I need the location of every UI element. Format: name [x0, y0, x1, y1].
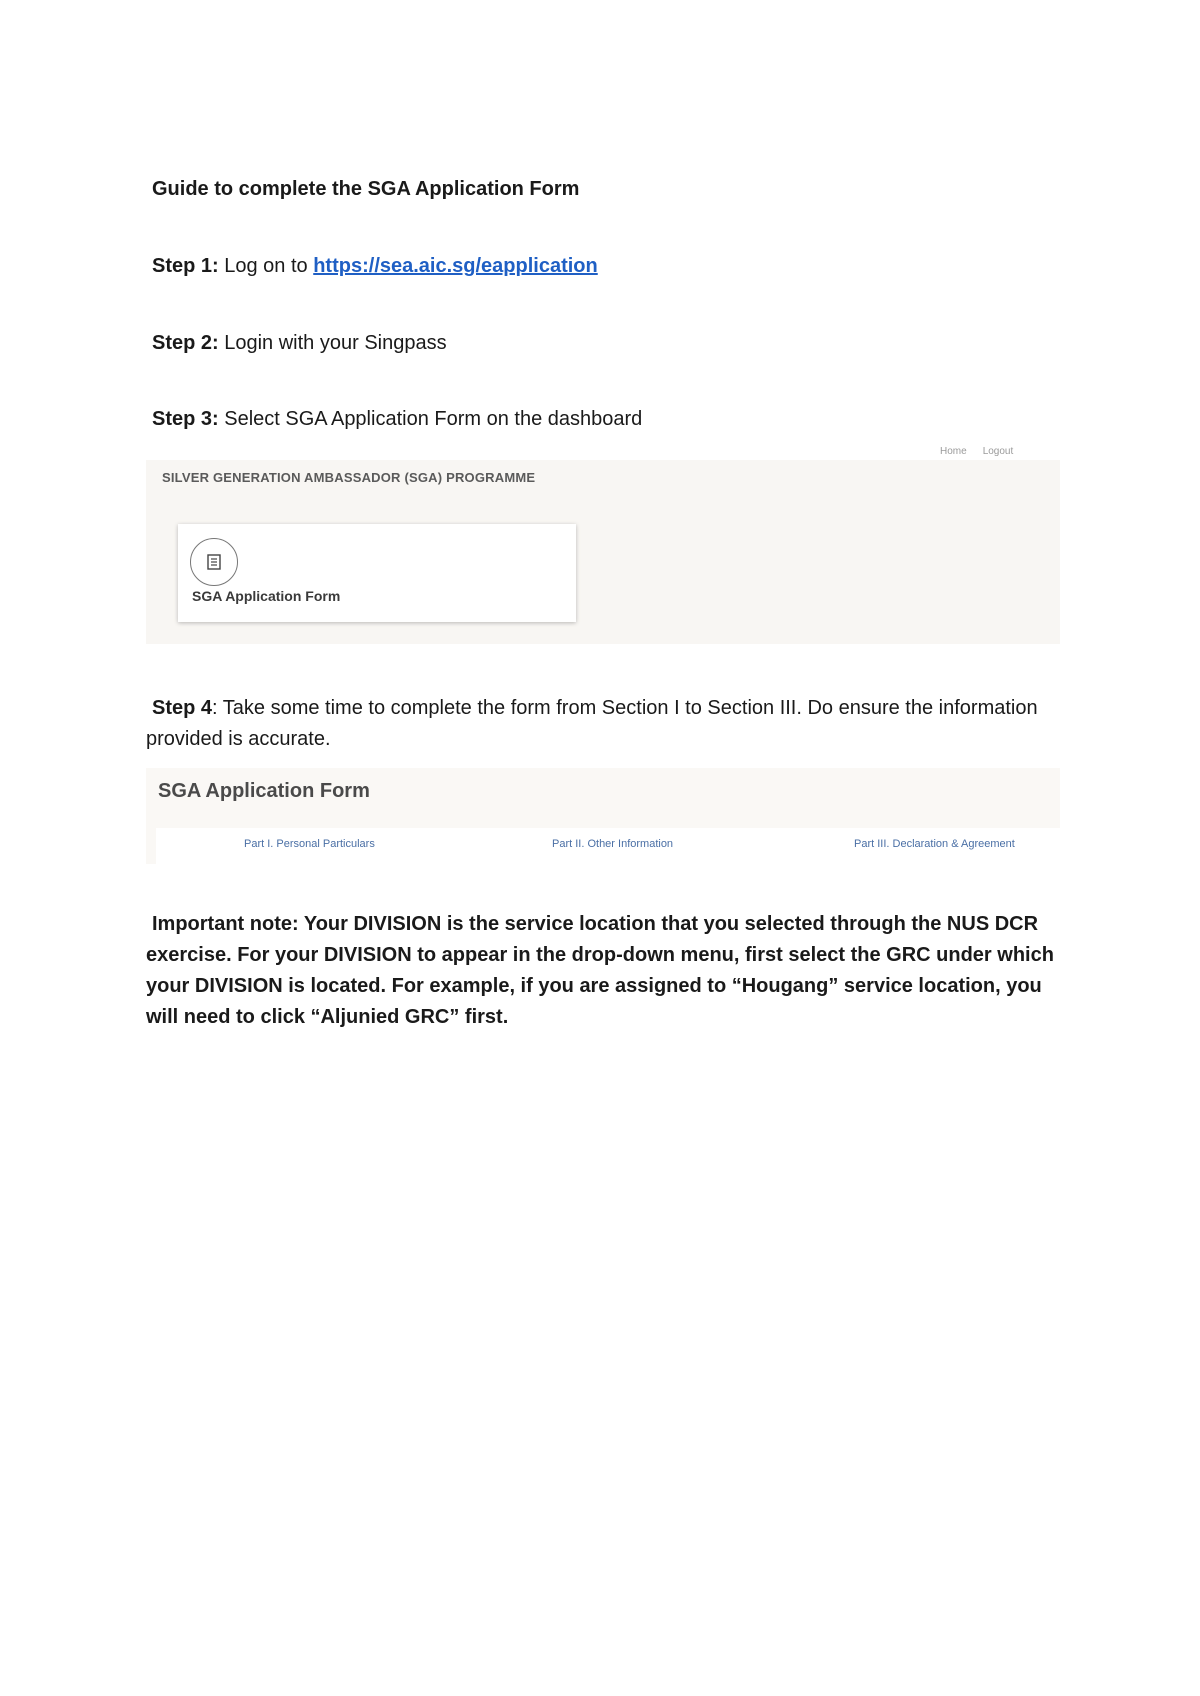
programme-heading: SILVER GENERATION AMBASSADOR (SGA) PROGRAMME	[162, 470, 536, 485]
sga-application-form-card[interactable]	[178, 524, 576, 622]
document-icon	[190, 538, 238, 586]
tab-other-information[interactable]: Part II. Other Information	[552, 838, 674, 850]
step-2	[152, 328, 447, 358]
nav-home-link[interactable]: Home	[940, 446, 967, 457]
eapplication-link[interactable]: https://sea.aic.sg/eapplication	[313, 255, 598, 277]
form-screenshot	[146, 768, 1060, 864]
tab-declaration-agreement[interactable]: Part III. Declaration & Agreement	[854, 838, 1015, 850]
step-4	[146, 693, 1046, 755]
step-2-label: Step 2:	[152, 332, 219, 354]
step-4-label: Step 4	[152, 697, 213, 719]
step-4-text: : Take some time to complete the form from Section I to Section III. Do ensure the information provided is accurate.	[146, 697, 1038, 750]
step-1-label: Step 1:	[152, 255, 219, 277]
document-title: Guide to complete the SGA Application Form	[152, 178, 580, 200]
form-tabs	[156, 828, 1060, 864]
step-3-label: Step 3:	[152, 408, 219, 430]
form-title: SGA Application Form	[158, 780, 370, 802]
dashboard-top-nav	[940, 446, 1060, 460]
dashboard-screenshot	[146, 460, 1060, 644]
tab-personal-particulars[interactable]: Part I. Personal Particulars	[244, 838, 375, 850]
important-note: Important note: Your DIVISION is the service location that you selected through the NUS DCR exercise. For your DIVISION to appear in the drop-down menu, first select the GRC under which your DIVISION is located. For example, if you are assigned to “Hougang” service location, you will need to click “Aljunied GRC” first.	[146, 913, 1054, 1028]
step-1	[152, 251, 598, 281]
step-3	[152, 404, 642, 434]
step-3-text: Select SGA Application Form on the dashboard	[218, 408, 643, 430]
step-1-text: Log on to	[218, 255, 314, 277]
step-2-text: Login with your Singpass	[218, 332, 447, 354]
card-label: SGA Application Form	[192, 588, 341, 604]
nav-logout-link[interactable]: Logout	[982, 446, 1014, 457]
